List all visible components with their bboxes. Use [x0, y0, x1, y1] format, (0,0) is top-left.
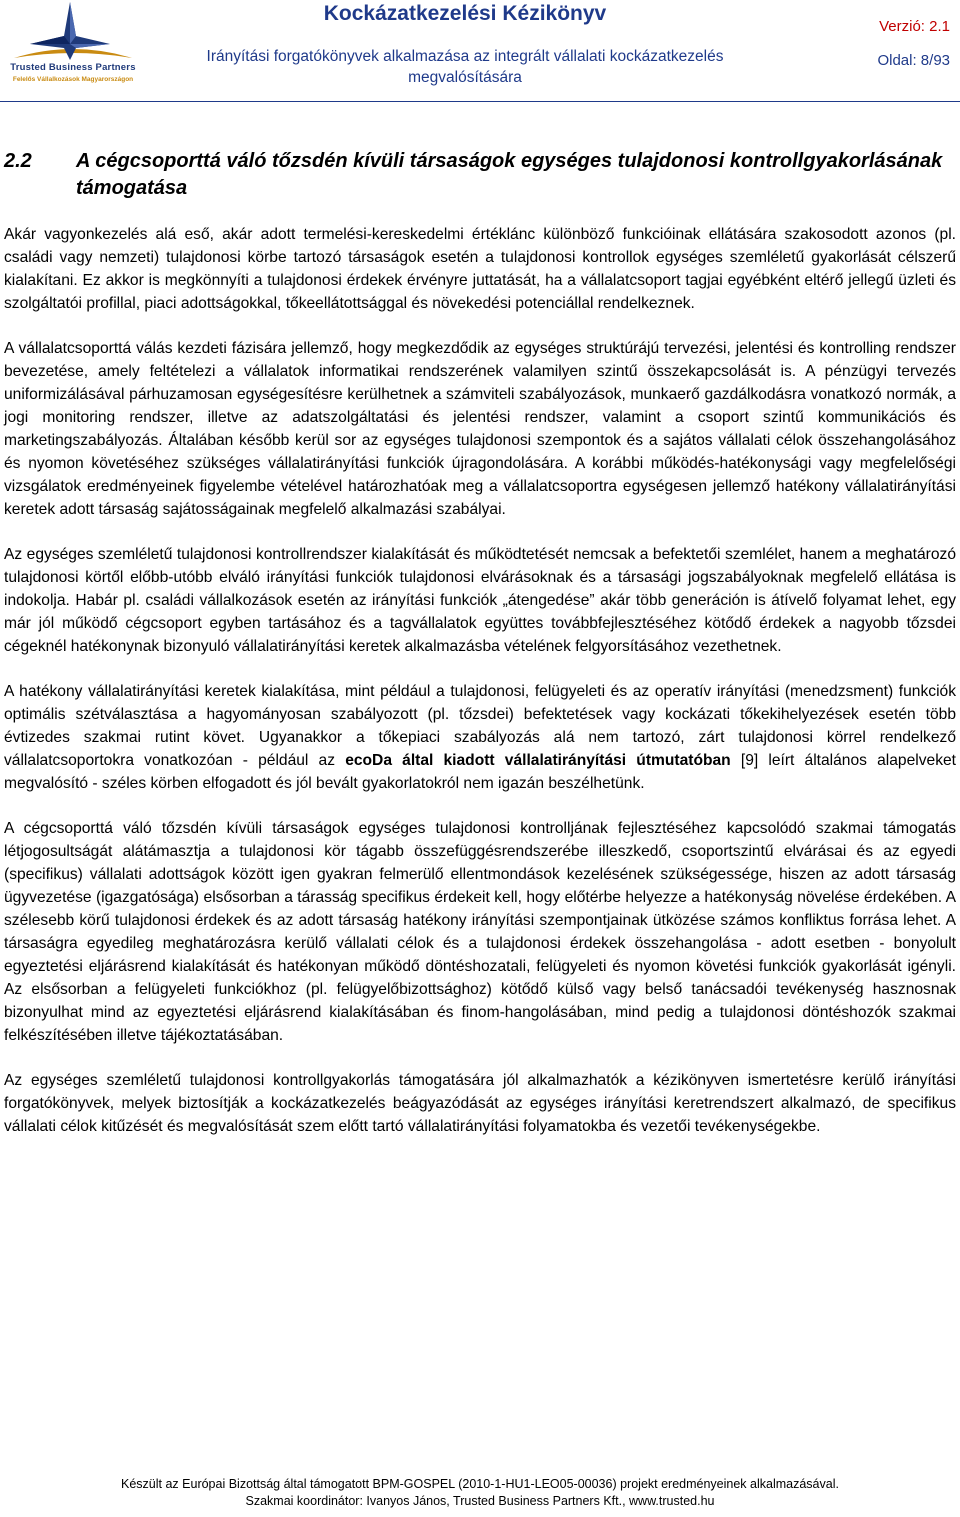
paragraph-3: Az egységes szemléletű tulajdonosi kontrollrendszer kialakítását és működtetését nemcsak a befektetői szemlélet, hanem a meghatározó tulajdonosi körtől előbb-utóbb elváló irányítási funkciók tulajdonosi elvárásoknak és a társasági jogszabályoknak megfelelő ellátása is indokolja. Habár pl. családi vállalkozások esetén az irányítási funkciók „átengedése” akár több generáción is átívelő folyamat lehet, egy már jól működő cégcsoport egyben tartásához és a tagvállalatok együttes továbbfejlesztéséhez kötődő érdekek a nagyobb tőzsdei cégeknél hatékonynak bizonyuló vállalatirányítási keretek alkalmazásba vételének felgyorsításához vezethetnek. — [4, 546, 956, 655]
paragraph-5: A cégcsoporttá váló tőzsdén kívüli társaságok egységes tulajdonosi kontrolljának fejlesztéséhez kapcsolódó szakmai támogatás létjogosultságát alátámasztja a tulajdonosi kör tágabb összefüggésrendszerébe illeszkedő, csoportszintű elvárásai és az egyedi (specifikus) vállalati adottságok között igen gyakran felmerülő ellentmondások kezelésének szükségessége, hiszen az adott társaság ügyvezetése (igazgatósága) elsősorban a tárasság specifikus érdekeit kell, hogy előtérbe helyezze a hatékonyság növelése érdekében. A szélesebb körű tulajdonosi érdekek és az adott társaság hatékony irányítási szempontjainak ütközése számos konfliktus forrása lehet. A társaságra egyedileg meghatározásra kerülő vállalati célok és a tulajdonosi érdekek összehangolása - adott esetben - bonyolult egyeztetési eljárásrend kialakítását és hatékonyan működő döntéshozatali, felügyeleti és nyomon követési funkciók gyakorlását igényli. Az elsősorban a felügyeleti funkciókhoz (pl. felügyelőbizottsághoz) kötődő külső vagy belső tanácsadói tevékenység hasznosnak bizonyulhat mind az egyeztetési eljárásrend kialakításában és finom-hangolásában, mind pedig a tulajdonosi döntéshozók szakmai felkészítésében illetve tájékoztatásában. — [4, 820, 956, 1044]
section-heading — [4, 148, 956, 202]
logo-tagline: Felelős Vállalkozások Magyarországon — [12, 76, 134, 83]
document-subtitle: Irányítási forgatókönyvek alkalmazása az integrált vállalati kockázatkezelés megvalósítására — [206, 48, 724, 86]
paragraph-1: Akár vagyonkezelés alá eső, akár adott termelési-kereskedelmi értéklánc különböző funkcióinak ellátására szakosodott azonos (pl. családi vagy nemzeti) tulajdonosi körbe tartozó társaságok esetén a tulajdonosi kontrollok egységes szemléletű gyakorlását célszerű kialakítani. Ez akkor is megkönnyíti a tulajdonosi érdekek érvényre juttatását, ha a vállalatcsoport tagjai egyébként eltérő jellegű üzleti és szolgáltatói profillal, piaci adottságokkal, tőkeellátottsággal és növekedési potenciállal rendelkeznek. — [4, 226, 956, 312]
company-logo — [6, 0, 140, 96]
footer-line-1: Készült az Európai Bizottság által támogatott BPM-GOSPEL (2010-1-HU1-LEO05-00036) projekt eredményeinek alkalmazásával. — [121, 1477, 839, 1491]
page-footer — [0, 1476, 960, 1510]
star-logo-icon — [6, 0, 140, 66]
paragraph-4-text-c: [9] leírt általános alapelveket megvalósító - széles körben elfogadott és jól bevált gyakorlatokról nem igazán beszélhetünk. — [4, 752, 956, 792]
footer-line-2: Szakmai koordinátor: Ivanyos János, Trusted Business Partners Kft., www.trusted.hu — [245, 1494, 715, 1508]
ecoda-guideline-reference: ecoDa által kiadott vállalatirányítási útmutatóban — [345, 752, 731, 769]
page-header — [0, 0, 960, 102]
paragraph-4 — [4, 680, 956, 795]
page-number: Oldal: 8/93 — [877, 52, 950, 69]
paragraph-6: Az egységes szemléletű tulajdonosi kontrollgyakorlás támogatására jól alkalmazhatók a kézikönyven ismertetésre kerülő irányítási forgatókönyvek, melyek biztosítják a kockázatkezelés beágyazódását az egységes irányítási keretrendszert alkalmazó, de specifikus vállalati célok kitűzését és megvalósítását szem előtt tartó vállalatirányítási folyamatokba és vezetői tevékenységekbe. — [4, 1072, 956, 1135]
section-number: 2.2 — [4, 150, 32, 172]
page-content — [4, 148, 956, 1160]
version-label: Verzió: 2.1 — [879, 18, 950, 35]
paragraph-2: A vállalatcsoporttá válás kezdeti fázisára jellemző, hogy megkezdődik az egységes struktúrájú tervezési, jelentési és kontrolling rendszer bevezetése, amely feltételezi a vállalatok informatikai rendszerének valamilyen szintű összekapcsolását is. A pénzügyi tervezés uniformizálásával párhuzamosan egységesítésre kerülhetnek a számviteli szabályozások, munkaerő gazdálkodásra vonatkozó normák, a jogi monitoring rendszer, illetve az adatszolgáltatási és jelentési rendszer, valamint a csoport szintű kommunikációs és marketingszabályozás. Általában később kerül sor az egységes tulajdonosi szempontok és a sajátos vállalati célok összehangolásához és nyomon követéséhez szükséges vállalatirányítási funkciók újragondolására. A korábbi működés-hatékonysági vagy megfelelőségi vizsgálatok eredményeinek figyelembe vételével határozhatóak meg a vállalatcsoportra egységesen jellemző hatékony vállalatirányítási keretek adott társaság sajátosságainak megfelelő alkalmazási szabályai. — [4, 340, 956, 518]
paragraph-4-text-a: A hatékony vállalatirányítási keretek kialakítása, mint például a tulajdonosi, felügyeleti és az operatív irányítási (menedzsment) funkciók optimális szétválasztása a hagyományosan szabályozott (pl. tőzsdei) befektetések vagy kockázati tőkekihelyezések esetén több évtizedes szakmai rutint követ. Ugyanakkor a tőkepiaci szabályozás alá nem tartozó, zárt tulajdonosi körrel rendelkező vállalatcsoportokra vonatkozóan - például az — [4, 683, 956, 769]
document-title: Kockázatkezelési Kézikönyv — [323, 2, 607, 25]
logo-name: Trusted Business Partners — [10, 62, 136, 73]
header-divider — [0, 101, 960, 102]
section-title: A cégcsoporttá váló tőzsdén kívüli társaságok egységes tulajdonosi kontrollgyakorlásának támogatása — [76, 150, 943, 199]
